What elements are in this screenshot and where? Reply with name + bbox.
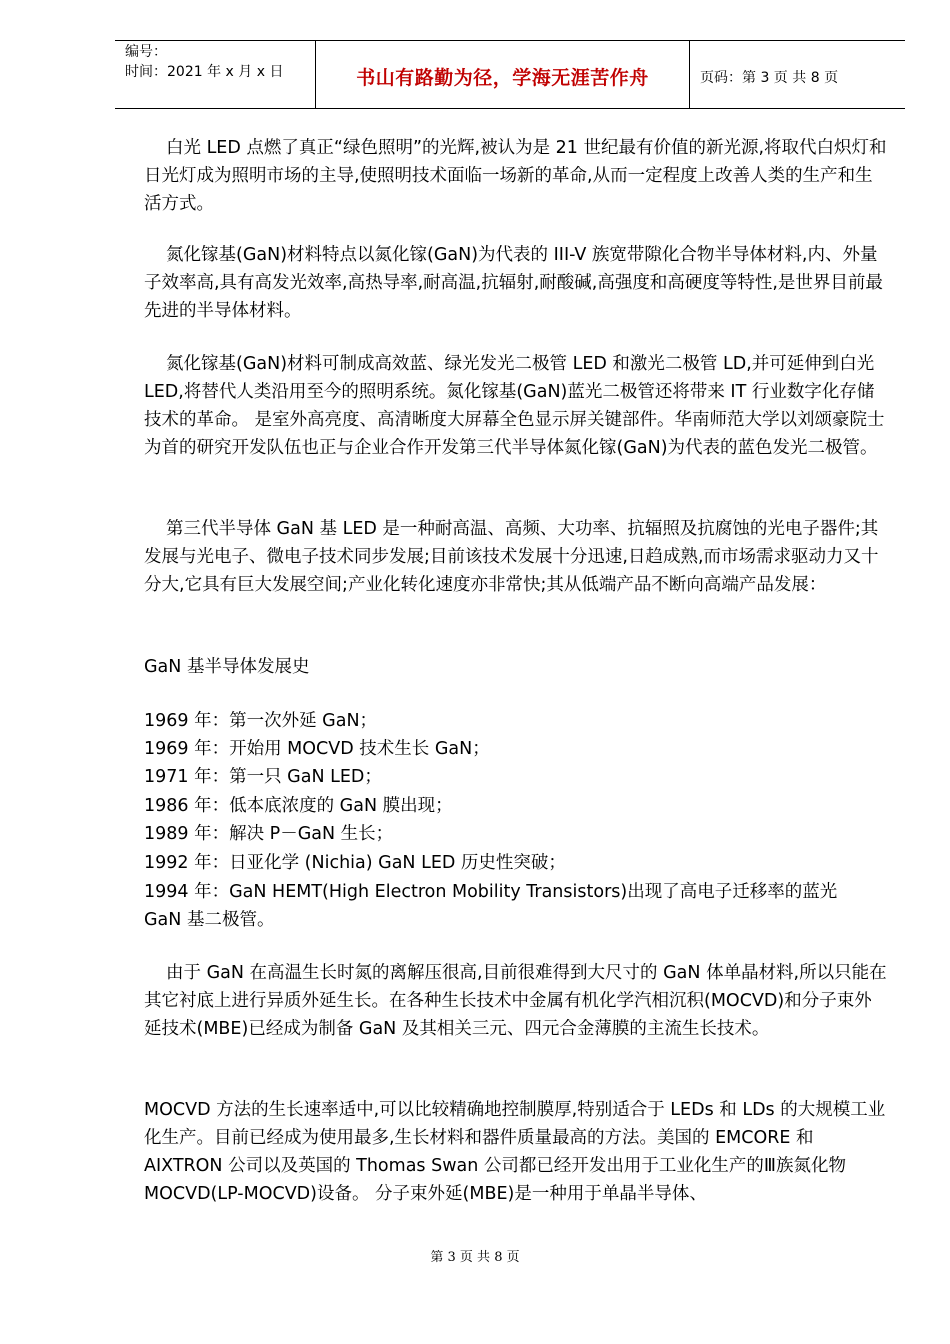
history-item: 1994 年：GaN HEMT(High Electron Mobility Transistors)出现了高电子迁移率的蓝光 <box>144 882 838 902</box>
history-item: GaN 基二极管。 <box>144 910 275 930</box>
paragraph-gan-material: 氮化镓基(GaN)材料特点以氮化镓(GaN)为代表的 III-V 族宽带隙化合物半导体材料,内、外量子效率高,具有高发光效率,高热导率,耐高温,抗辐射,耐酸碱,高强度和高硬度等特性,是世界目前最先进的半导体材料。 <box>144 245 883 321</box>
history-item: 1986 年：低本底浓度的 GaN 膜出现； <box>144 796 453 816</box>
paragraph-white-led: 白光 LED 点燃了真正“绿色照明”的光辉,被认为是 21 世纪最有价值的新光源,将取代白炽灯和日光灯成为照明市场的主导,使照明技术面临一场新的革命,从而一定程度上改善人类的生产和生活方式。 <box>144 138 887 214</box>
history-item: 1989 年：解决 P－GaN 生长； <box>144 824 394 844</box>
paragraph-third-gen: 第三代半导体 GaN 基 LED 是一种耐高温、高频、大功率、抗辐照及抗腐蚀的光电子器件;其发展与光电子、微电子技术同步发展;目前该技术发展十分迅速,日趋成熟,而市场需求驱动力又十分大,它具有巨大发展空间;产业化转化速度亦非常快;其从低端产品不断向高端产品发展： <box>144 519 879 595</box>
header-motto-cell <box>315 41 690 108</box>
paragraph-gan-applications: 氮化镓基(GaN)材料可制成高效蓝、绿光发光二极管 LED 和激光二极管 LD,并可延伸到白光 LED,将替代人类沿用至今的照明系统。氮化镓基(GaN)蓝光二极管还将带来 IT 行业数字化存储技术的革命。 是室外高亮度、高清晰度大屏幕全色显示屏关键部件。华南师范大学以刘颂豪院士为首的研究开发队伍也正与企业合作开发第三代半导体氮化镓(GaN)为代表的蓝色发光二极管。 <box>144 354 885 458</box>
history-item: 1969 年：第一次外延 GaN； <box>144 711 378 731</box>
header-meta-cell <box>115 41 315 108</box>
history-title: GaN 基半导体发展史 <box>144 657 310 677</box>
history-item: 1992 年：日亚化学 (Nichia) GaN LED 历史性突破； <box>144 853 566 873</box>
header-motto: 书山有路勤为径，学海无涯苦作舟 <box>356 67 649 89</box>
document-number-label: 编号： <box>125 44 167 60</box>
document-time-label: 时间：2021 年 x 月 x 日 <box>125 64 284 80</box>
paragraph-mocvd: MOCVD 方法的生长速率适中,可以比较精确地控制膜厚,特别适合于 LEDs 和 LDs 的大规模工业化生产。目前已经成为使用最多,生长材料和器件质量最高的方法。美国的 EMCORE 和 AIXTRON 公司以及英国的 Thomas Swan 公司都已经开发出用于工业化生产的Ⅲ族氮化物 MOCVD(LP-MOCVD)设备。 分子束外延(MBE)是一种用于单晶半导体、 <box>144 1100 886 1204</box>
paragraph-gan-growth: 由于 GaN 在高温生长时氮的离解压很高,目前很难得到大尺寸的 GaN 体单晶材料,所以只能在其它衬底上进行异质外延生长。在各种生长技术中金属有机化学汽相沉积(MOCVD)和分子束外延技术(MBE)已经成为制备 GaN 及其相关三元、四元合金薄膜的主流生长技术。 <box>144 963 887 1039</box>
page-footer: 第 3 页 共 8 页 <box>430 1250 520 1265</box>
history-item: 1969 年：开始用 MOCVD 技术生长 GaN； <box>144 739 490 759</box>
header-page-cell <box>690 41 905 108</box>
history-item: 1971 年：第一只 GaN LED； <box>144 767 382 787</box>
header-page-number: 页码：第 3 页 共 8 页 <box>700 70 839 86</box>
page-header <box>115 40 905 109</box>
